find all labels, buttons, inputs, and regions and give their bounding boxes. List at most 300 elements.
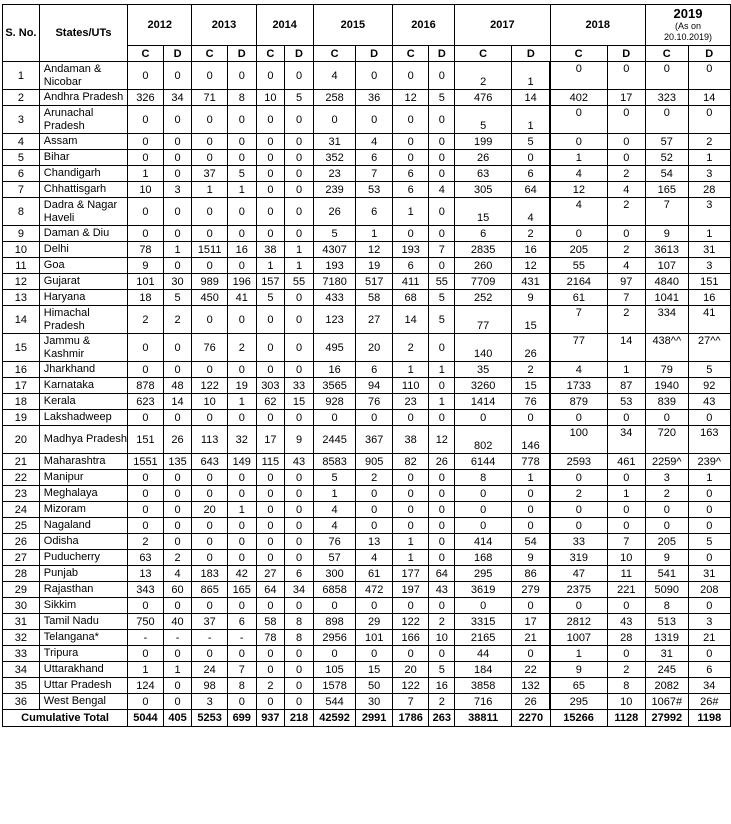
cases-value-cell: 1 — [550, 646, 607, 662]
cumulative-total-label: Cumulative Total — [3, 710, 128, 727]
serial-number-cell: 19 — [3, 410, 40, 426]
cases-value-cell: 65 — [550, 678, 607, 694]
cases-value-cell: 0 — [455, 598, 512, 614]
cases-value-cell: 79 — [646, 362, 689, 378]
cases-value-cell: 0 — [256, 150, 285, 166]
deaths-value-cell: 0 — [227, 226, 256, 242]
cases-value-cell: 0 — [128, 598, 164, 614]
table-row — [3, 614, 731, 630]
cases-value-cell: 52 — [646, 150, 689, 166]
deaths-value-cell: 26 — [512, 334, 550, 362]
deaths-value-cell: 12 — [429, 426, 455, 454]
deaths-value-cell: - — [163, 630, 192, 646]
cases-value-cell: 295 — [550, 694, 607, 710]
state-name-cell: Tamil Nadu — [39, 614, 127, 630]
total-deaths-cell: 699 — [227, 710, 256, 727]
state-name-cell: Himachal Pradesh — [39, 306, 127, 334]
table-row — [3, 678, 731, 694]
cases-value-cell: 27 — [256, 566, 285, 582]
cases-value-cell: 2 — [128, 306, 164, 334]
deaths-value-cell: 3 — [688, 166, 730, 182]
cases-value-cell: 0 — [550, 62, 607, 90]
deaths-value-cell: 48 — [163, 378, 192, 394]
cases-value-cell: 323 — [646, 90, 689, 106]
cases-value-cell: 3315 — [455, 614, 512, 630]
state-name-cell: Meghalaya — [39, 486, 127, 502]
deaths-value-cell: 2 — [429, 694, 455, 710]
deaths-value-cell: 0 — [512, 646, 550, 662]
deaths-value-cell: 16 — [227, 242, 256, 258]
cases-value-cell: 2 — [256, 678, 285, 694]
cases-value-cell: 989 — [192, 274, 228, 290]
deaths-value-cell: 0 — [607, 410, 645, 426]
deaths-value-cell: 0 — [285, 334, 314, 362]
deaths-value-cell: 34 — [688, 678, 730, 694]
cases-value-cell: 295 — [455, 566, 512, 582]
deaths-value-cell: 2 — [163, 306, 192, 334]
deaths-value-cell: 0 — [512, 410, 550, 426]
cases-value-cell: 6858 — [313, 582, 356, 598]
cases-value-cell: 0 — [392, 410, 429, 426]
state-name-cell: Lakshadweep — [39, 410, 127, 426]
deaths-value-cell: 431 — [512, 274, 550, 290]
deaths-value-cell: 0 — [607, 502, 645, 518]
cases-value-cell: 258 — [313, 90, 356, 106]
deaths-value-cell: 0 — [356, 518, 393, 534]
cases-value-cell: 0 — [550, 106, 607, 134]
cases-value-cell: 157 — [256, 274, 285, 290]
cases-value-cell: 0 — [256, 106, 285, 134]
state-name-cell: Dadra & Nagar Haveli — [39, 198, 127, 226]
cases-value-cell: 3565 — [313, 378, 356, 394]
table-row — [3, 486, 731, 502]
cases-value-cell: 0 — [256, 198, 285, 226]
table-row — [3, 454, 731, 470]
deaths-value-cell: 27^^ — [688, 334, 730, 362]
serial-number-cell: 11 — [3, 258, 40, 274]
cases-value-cell: 2835 — [455, 242, 512, 258]
cases-value-cell: 414 — [455, 534, 512, 550]
cases-column-header: C — [550, 46, 607, 62]
deaths-value-cell: 0 — [227, 518, 256, 534]
state-name-cell: Arunachal Pradesh — [39, 106, 127, 134]
deaths-value-cell: 0 — [607, 150, 645, 166]
table-row — [3, 134, 731, 150]
cases-value-cell: 26 — [313, 198, 356, 226]
serial-number-cell: 31 — [3, 614, 40, 630]
table-row — [3, 242, 731, 258]
deaths-value-cell: 2 — [607, 198, 645, 226]
deaths-value-cell: 12 — [356, 242, 393, 258]
deaths-value-cell: 0 — [607, 62, 645, 90]
cases-value-cell: 0 — [128, 198, 164, 226]
cases-value-cell: 0 — [392, 134, 429, 150]
table-row — [3, 306, 731, 334]
deaths-value-cell: 0 — [285, 662, 314, 678]
deaths-value-cell: 0 — [163, 694, 192, 710]
cases-value-cell: 0 — [256, 486, 285, 502]
deaths-value-cell: 0 — [429, 486, 455, 502]
deaths-value-cell: 0 — [227, 470, 256, 486]
cases-value-cell: 0 — [256, 694, 285, 710]
deaths-value-cell: 4 — [429, 182, 455, 198]
deaths-value-cell: 0 — [163, 150, 192, 166]
deaths-value-cell: 0 — [429, 198, 455, 226]
deaths-value-cell: 0 — [285, 598, 314, 614]
deaths-value-cell: 2 — [607, 306, 645, 334]
deaths-value-cell: 196 — [227, 274, 256, 290]
total-cases-cell: 5044 — [128, 710, 164, 727]
cases-value-cell: 0 — [392, 502, 429, 518]
deaths-value-cell: 16 — [512, 242, 550, 258]
deaths-value-cell: 1 — [607, 486, 645, 502]
as-on-date-note: (As on 20.10.2019) — [663, 21, 713, 42]
cases-value-cell: 0 — [455, 410, 512, 426]
deaths-value-cell: 3 — [688, 614, 730, 630]
cases-value-cell: 7 — [646, 198, 689, 226]
cases-value-cell: 0 — [192, 198, 228, 226]
cases-value-cell: 1551 — [128, 454, 164, 470]
cases-value-cell: 177 — [392, 566, 429, 582]
table-row — [3, 226, 731, 242]
deaths-value-cell: 165 — [227, 582, 256, 598]
state-wise-cases-table — [2, 4, 731, 727]
deaths-value-cell: 15 — [512, 306, 550, 334]
deaths-value-cell: 0 — [607, 518, 645, 534]
deaths-value-cell: 0 — [356, 106, 393, 134]
deaths-value-cell: 7 — [429, 242, 455, 258]
cases-value-cell: 1414 — [455, 394, 512, 410]
cases-value-cell: 9 — [128, 258, 164, 274]
cases-value-cell: 1007 — [550, 630, 607, 646]
cases-value-cell: 13 — [128, 566, 164, 582]
deaths-value-cell: 30 — [163, 274, 192, 290]
serial-number-cell: 16 — [3, 362, 40, 378]
deaths-value-cell: 0 — [227, 550, 256, 566]
cases-value-cell: 193 — [313, 258, 356, 274]
deaths-value-cell: 3 — [688, 258, 730, 274]
cases-value-cell: 6 — [392, 258, 429, 274]
cases-value-cell: 1 — [313, 486, 356, 502]
cases-value-cell: 77 — [550, 334, 607, 362]
states-header: States/UTs — [39, 5, 127, 62]
cases-value-cell: 878 — [128, 378, 164, 394]
cases-value-cell: 5 — [256, 290, 285, 306]
cases-value-cell: 541 — [646, 566, 689, 582]
deaths-value-cell: 0 — [227, 106, 256, 134]
cases-value-cell: 643 — [192, 454, 228, 470]
deaths-value-cell: 43 — [607, 614, 645, 630]
serial-number-cell: 1 — [3, 62, 40, 90]
serial-number-cell: 35 — [3, 678, 40, 694]
deaths-value-cell: 0 — [429, 534, 455, 550]
cases-value-cell: 300 — [313, 566, 356, 582]
deaths-value-cell: 517 — [356, 274, 393, 290]
deaths-value-cell: 0 — [163, 198, 192, 226]
deaths-value-cell: 2 — [512, 226, 550, 242]
deaths-value-cell: 13 — [356, 534, 393, 550]
cases-value-cell: 26 — [455, 150, 512, 166]
deaths-value-cell: 14 — [607, 334, 645, 362]
cases-value-cell: 1511 — [192, 242, 228, 258]
deaths-value-cell: 0 — [163, 410, 192, 426]
serial-number-cell: 30 — [3, 598, 40, 614]
total-cases-cell: 15266 — [550, 710, 607, 727]
deaths-value-cell: 0 — [607, 106, 645, 134]
deaths-value-cell: 14 — [688, 90, 730, 106]
serial-number-cell: 17 — [3, 378, 40, 394]
cases-value-cell: 2 — [392, 334, 429, 362]
deaths-value-cell: 0 — [163, 106, 192, 134]
deaths-value-cell: 28 — [688, 182, 730, 198]
state-name-cell: Kerala — [39, 394, 127, 410]
cases-value-cell: 0 — [392, 106, 429, 134]
deaths-value-cell: 7 — [607, 534, 645, 550]
serial-number-cell: 13 — [3, 290, 40, 306]
deaths-value-cell: 1 — [512, 106, 550, 134]
deaths-value-cell: 239^ — [688, 454, 730, 470]
deaths-value-cell: 461 — [607, 454, 645, 470]
table-row — [3, 534, 731, 550]
deaths-value-cell: 34 — [607, 426, 645, 454]
deaths-value-cell: 0 — [607, 646, 645, 662]
deaths-value-cell: 26# — [688, 694, 730, 710]
deaths-value-cell: 208 — [688, 582, 730, 598]
table-row — [3, 694, 731, 710]
report-table-container — [2, 4, 731, 727]
year-header-2014: 2014 — [256, 5, 313, 46]
deaths-value-cell: 4 — [512, 198, 550, 226]
deaths-value-cell: 0 — [163, 534, 192, 550]
serial-number-cell: 26 — [3, 534, 40, 550]
cases-value-cell: 3 — [192, 694, 228, 710]
cases-value-cell: 10 — [256, 90, 285, 106]
deaths-value-cell: 0 — [688, 410, 730, 426]
year-header-2017: 2017 — [455, 5, 550, 46]
deaths-column-header: D — [607, 46, 645, 62]
cases-value-cell: 0 — [313, 598, 356, 614]
state-name-cell: Odisha — [39, 534, 127, 550]
cases-value-cell: 58 — [256, 614, 285, 630]
table-row — [3, 662, 731, 678]
cases-value-cell: 319 — [550, 550, 607, 566]
deaths-value-cell: 0 — [607, 134, 645, 150]
deaths-value-cell: 42 — [227, 566, 256, 582]
cases-value-cell: 411 — [392, 274, 429, 290]
deaths-value-cell: 0 — [227, 694, 256, 710]
cases-value-cell: 0 — [392, 62, 429, 90]
deaths-value-cell: 8 — [227, 678, 256, 694]
deaths-value-cell: 0 — [429, 150, 455, 166]
cases-value-cell: 245 — [646, 662, 689, 678]
deaths-value-cell: 0 — [429, 410, 455, 426]
cases-value-cell: 4840 — [646, 274, 689, 290]
deaths-value-cell: 60 — [163, 582, 192, 598]
serial-number-cell: 22 — [3, 470, 40, 486]
serial-number-cell: 36 — [3, 694, 40, 710]
table-row — [3, 362, 731, 378]
deaths-value-cell: 5 — [429, 306, 455, 334]
deaths-value-cell: 4 — [356, 134, 393, 150]
deaths-value-cell: 0 — [429, 226, 455, 242]
deaths-value-cell: 0 — [163, 134, 192, 150]
state-name-cell: Maharashtra — [39, 454, 127, 470]
cases-value-cell: 0 — [128, 410, 164, 426]
cases-value-cell: 0 — [550, 518, 607, 534]
deaths-value-cell: 76 — [512, 394, 550, 410]
deaths-value-cell: 0 — [429, 258, 455, 274]
cases-value-cell: 0 — [128, 486, 164, 502]
cases-value-cell: 5090 — [646, 582, 689, 598]
cases-value-cell: 303 — [256, 378, 285, 394]
deaths-value-cell: 149 — [227, 454, 256, 470]
cases-value-cell: 4307 — [313, 242, 356, 258]
deaths-value-cell: 1 — [512, 62, 550, 90]
cases-value-cell: 0 — [128, 226, 164, 242]
serial-number-cell: 24 — [3, 502, 40, 518]
cases-value-cell: 4 — [550, 166, 607, 182]
state-name-cell: Madhya Pradesh — [39, 426, 127, 454]
cases-value-cell: 1 — [550, 150, 607, 166]
cases-value-cell: 252 — [455, 290, 512, 306]
deaths-value-cell: 87 — [607, 378, 645, 394]
deaths-column-header: D — [688, 46, 730, 62]
deaths-value-cell: 0 — [227, 598, 256, 614]
cases-value-cell: 0 — [256, 134, 285, 150]
cases-value-cell: 122 — [392, 678, 429, 694]
deaths-value-cell: 0 — [356, 62, 393, 90]
cases-value-cell: 123 — [313, 306, 356, 334]
year-2019-label: 2019 — [673, 6, 703, 21]
deaths-value-cell: 0 — [163, 226, 192, 242]
cases-value-cell: 1067# — [646, 694, 689, 710]
cases-value-cell: 928 — [313, 394, 356, 410]
cases-value-cell: 0 — [256, 662, 285, 678]
deaths-value-cell: 0 — [688, 106, 730, 134]
table-row — [3, 646, 731, 662]
cases-value-cell: 0 — [455, 502, 512, 518]
deaths-value-cell: 1 — [356, 226, 393, 242]
cases-column-header: C — [128, 46, 164, 62]
deaths-value-cell: 8 — [285, 630, 314, 646]
cases-value-cell: 5 — [455, 106, 512, 134]
deaths-value-cell: 61 — [356, 566, 393, 582]
deaths-value-cell: 0 — [163, 334, 192, 362]
cases-value-cell: 199 — [455, 134, 512, 150]
cases-value-cell: 0 — [192, 226, 228, 242]
table-row — [3, 274, 731, 290]
cases-column-header: C — [313, 46, 356, 62]
deaths-value-cell: 101 — [356, 630, 393, 646]
state-name-cell: Nagaland — [39, 518, 127, 534]
total-cases-cell: 5253 — [192, 710, 228, 727]
deaths-value-cell: 40 — [163, 614, 192, 630]
cases-value-cell: 0 — [256, 166, 285, 182]
cases-value-cell: 105 — [313, 662, 356, 678]
deaths-value-cell: 2 — [163, 550, 192, 566]
deaths-value-cell: 2 — [227, 334, 256, 362]
state-name-cell: Karnataka — [39, 378, 127, 394]
cases-value-cell: 0 — [256, 226, 285, 242]
serial-number-cell: 27 — [3, 550, 40, 566]
cases-value-cell: 63 — [455, 166, 512, 182]
total-cases-cell: 1786 — [392, 710, 429, 727]
deaths-value-cell: 14 — [163, 394, 192, 410]
cases-value-cell: 0 — [128, 694, 164, 710]
cases-value-cell: 720 — [646, 426, 689, 454]
deaths-value-cell: 0 — [227, 150, 256, 166]
serial-number-header: S. No. — [3, 5, 40, 62]
deaths-value-cell: 20 — [356, 334, 393, 362]
cases-value-cell: 2 — [128, 534, 164, 550]
cases-value-cell: 9 — [646, 550, 689, 566]
cases-value-cell: 2593 — [550, 454, 607, 470]
serial-number-cell: 18 — [3, 394, 40, 410]
table-row — [3, 334, 731, 362]
deaths-value-cell: 0 — [285, 518, 314, 534]
table-row — [3, 150, 731, 166]
cases-value-cell: 0 — [646, 502, 689, 518]
deaths-value-cell: 0 — [163, 518, 192, 534]
total-cases-cell: 27992 — [646, 710, 689, 727]
cases-value-cell: 0 — [455, 486, 512, 502]
state-name-cell: Goa — [39, 258, 127, 274]
cases-value-cell: 0 — [256, 502, 285, 518]
deaths-value-cell: 5 — [688, 534, 730, 550]
cases-value-cell: 1 — [392, 550, 429, 566]
cases-value-cell: 122 — [392, 614, 429, 630]
deaths-value-cell: 1 — [227, 182, 256, 198]
cases-value-cell: 3 — [646, 470, 689, 486]
table-row — [3, 502, 731, 518]
deaths-value-cell: 53 — [356, 182, 393, 198]
cases-value-cell: 402 — [550, 90, 607, 106]
state-name-cell: Delhi — [39, 242, 127, 258]
state-name-cell: Punjab — [39, 566, 127, 582]
cases-value-cell: 0 — [256, 62, 285, 90]
cases-value-cell: 8583 — [313, 454, 356, 470]
cases-value-cell: 495 — [313, 334, 356, 362]
year-header-2013: 2013 — [192, 5, 256, 46]
cases-value-cell: 0 — [646, 62, 689, 90]
deaths-value-cell: 86 — [512, 566, 550, 582]
state-name-cell: Mizoram — [39, 502, 127, 518]
cases-value-cell: 4 — [313, 518, 356, 534]
total-deaths-cell: 2991 — [356, 710, 393, 727]
cases-value-cell: 0 — [128, 134, 164, 150]
cases-value-cell: 1 — [392, 534, 429, 550]
cases-value-cell: 9 — [550, 662, 607, 678]
deaths-value-cell: 0 — [285, 182, 314, 198]
cases-value-cell: 61 — [550, 290, 607, 306]
deaths-value-cell: 0 — [285, 646, 314, 662]
cases-value-cell: 0 — [455, 518, 512, 534]
year-header-2018: 2018 — [550, 5, 645, 46]
deaths-value-cell: 16 — [688, 290, 730, 306]
cases-value-cell: 0 — [256, 410, 285, 426]
table-row — [3, 470, 731, 486]
deaths-value-cell: 0 — [429, 134, 455, 150]
deaths-value-cell: 0 — [607, 598, 645, 614]
cases-value-cell: 17 — [256, 426, 285, 454]
cases-value-cell: 38 — [256, 242, 285, 258]
serial-number-cell: 20 — [3, 426, 40, 454]
cases-value-cell: 57 — [646, 134, 689, 150]
serial-number-cell: 4 — [3, 134, 40, 150]
deaths-value-cell: 2 — [512, 362, 550, 378]
deaths-value-cell: 0 — [688, 646, 730, 662]
deaths-value-cell: 5 — [285, 90, 314, 106]
